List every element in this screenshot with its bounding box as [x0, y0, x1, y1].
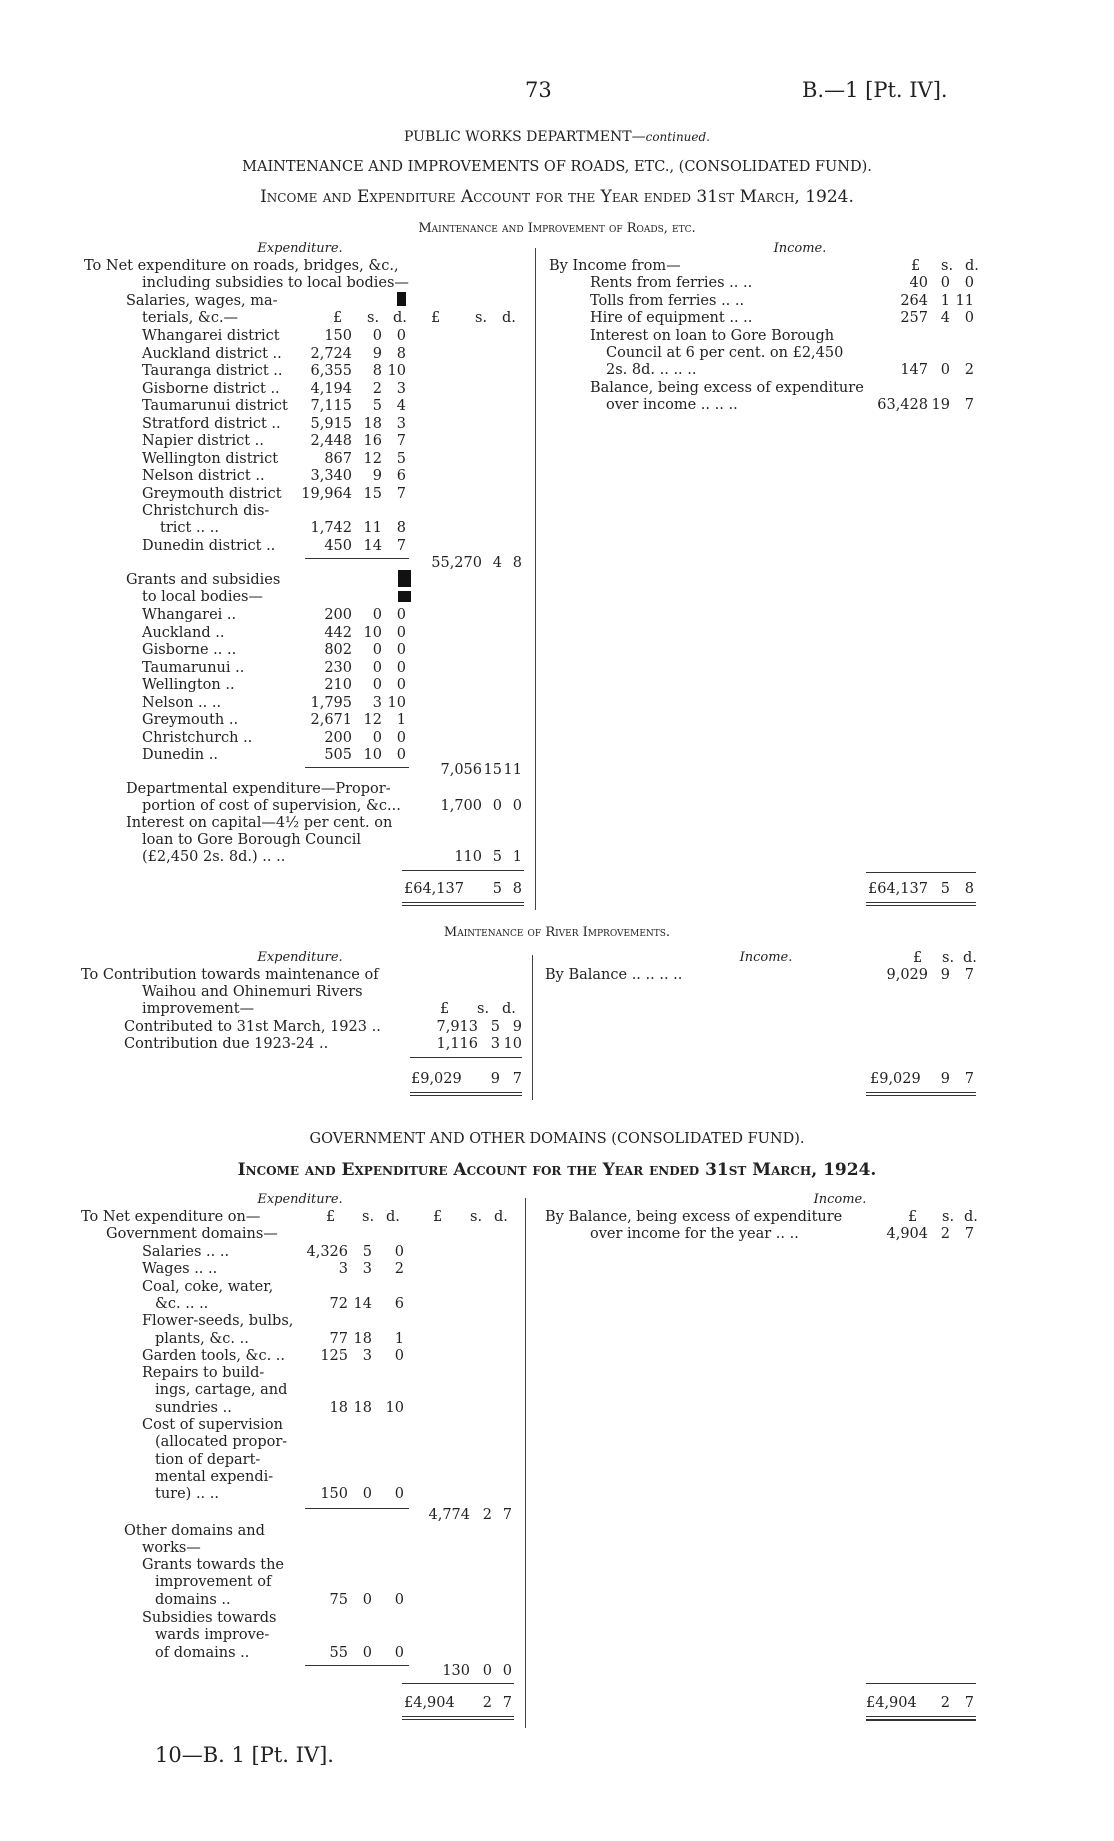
domain-item-shillings: 18	[353, 1399, 372, 1416]
district-pounds: 7,115	[310, 398, 352, 414]
domains-total-double-rule	[402, 1716, 514, 1717]
domain-item-label: Cost of supervision	[142, 1417, 283, 1433]
domain-item-pounds: 72	[329, 1295, 348, 1312]
page-footer: 10—B. 1 [Pt. IV].	[155, 1743, 334, 1767]
domains-col2-shillings: s.	[470, 1209, 483, 1225]
river-income-total-shillings: 9	[940, 1071, 950, 1087]
income-intro: By Income from—	[549, 258, 681, 274]
print-mark	[398, 591, 411, 602]
other-domain-label: wards improve-	[155, 1627, 270, 1644]
domains-total-shillings: 2	[482, 1695, 492, 1711]
river-contributed-shillings: 5	[490, 1019, 500, 1035]
river-balance-shillings: 9	[940, 967, 950, 983]
domain-item-label: Garden tools, &c. ..	[142, 1347, 286, 1364]
roads-income-label: Income.	[773, 241, 827, 256]
domains-divider	[525, 1198, 526, 1728]
christchurch-label: Christchurch dis-	[142, 503, 270, 519]
subtotal-rule	[305, 558, 409, 559]
total-rule	[402, 870, 524, 871]
river-exp-col-pence: d.	[502, 1001, 516, 1017]
other-domain-label: of domains ..	[155, 1644, 250, 1661]
income-item-shillings: 0	[940, 275, 950, 291]
district-shillings: 16	[363, 433, 382, 449]
domain-item-shillings: 18	[353, 1330, 372, 1347]
district-name: Auckland district ..	[142, 345, 282, 362]
subtotal-rule	[305, 767, 409, 768]
income-total-double-rule	[866, 905, 976, 906]
river-contribution-label-cont: Waihou and Ohinemuri Rivers	[142, 984, 363, 1000]
grant-shillings: 0	[372, 729, 382, 746]
print-mark	[397, 292, 406, 306]
river-total-rule	[410, 1057, 522, 1058]
river-balance-pence: 7	[964, 967, 974, 983]
grant-pounds: 200	[324, 607, 352, 623]
domains-subtotal2-shillings: 0	[482, 1663, 492, 1679]
river-total-double-rule	[410, 1092, 522, 1093]
grant-pence: 1	[396, 712, 406, 728]
other-domain-label: domains ..	[155, 1591, 231, 1608]
domains-subtotal1-pounds: 4,774	[428, 1507, 470, 1523]
grants-heading-cont: to local bodies—	[142, 589, 263, 605]
christchurch-pence: 8	[396, 520, 406, 536]
domains-balance-shillings: 2	[940, 1226, 950, 1242]
district-shillings: 12	[363, 450, 382, 467]
domain-item-label: Flower-seeds, bulbs,	[142, 1313, 294, 1330]
grant-shillings: 3	[372, 694, 382, 711]
district-pounds: 5,915	[310, 415, 352, 432]
river-total-double-rule	[410, 1095, 522, 1096]
income-item-pence: 0	[964, 275, 974, 291]
balance-pence: 7	[964, 397, 974, 413]
other-domain-label: Grants towards the	[142, 1557, 284, 1573]
domain-item-label: tion of depart-	[155, 1451, 261, 1468]
domains-income-double-rule	[866, 1719, 976, 1721]
domain-item-label: Salaries .. ..	[142, 1244, 230, 1260]
grants-heading: Grants and subsidies	[126, 572, 281, 588]
domain-item-label: mental expendi-	[155, 1468, 274, 1485]
district-pence: 7	[396, 485, 406, 502]
print-mark	[398, 570, 411, 587]
domains-income-total-pounds: £4,904	[866, 1695, 917, 1711]
account-title: Income and Expenditure Account for the Year ended 31st March, 1924.	[260, 187, 854, 207]
other-domain-pence: 0	[394, 1644, 404, 1661]
district-shillings: 8	[372, 363, 382, 379]
domains-income-col-pence: d.	[964, 1209, 978, 1225]
gore-interest-label: Interest on loan to Gore Borough	[590, 328, 835, 344]
river-total-pounds: £9,029	[411, 1071, 462, 1087]
domain-item-pounds: 77	[329, 1330, 348, 1347]
domains-income-total-pence: 7	[964, 1695, 974, 1711]
district-pounds: 150	[324, 328, 352, 344]
other-domain-label: improvement of	[155, 1574, 272, 1591]
river-heading: Maintenance of River Improvements.	[443, 925, 671, 940]
district-pounds: 4,194	[310, 380, 352, 397]
income-total-rule	[866, 872, 976, 873]
grant-name: Auckland ..	[142, 624, 225, 641]
income-item-pounds: 40	[909, 275, 928, 291]
river-col-shillings: s.	[942, 950, 955, 966]
roads-income-total-pence: 8	[964, 881, 974, 897]
domains-total-pounds: £4,904	[404, 1695, 455, 1711]
domains-total-pence: 7	[502, 1695, 512, 1711]
district-name: Greymouth district	[142, 485, 282, 502]
dunedin-district-pence: 7	[396, 538, 406, 554]
col2-pounds: £	[431, 310, 441, 326]
river-income-double-rule	[866, 1092, 976, 1093]
domains-income-col-pounds: £	[908, 1209, 918, 1225]
river-contributed-pence: 9	[512, 1019, 522, 1035]
domain-item-shillings: 14	[353, 1295, 372, 1312]
roads-intro: To Net expenditure on roads, bridges, &c.,	[84, 258, 399, 274]
grant-pounds: 802	[324, 642, 352, 658]
river-exp-col-shillings: s.	[477, 1001, 490, 1017]
district-name: Nelson district ..	[142, 468, 265, 484]
salaries-heading-cont: terials, &c.—	[142, 310, 239, 326]
grant-name: Christchurch ..	[142, 729, 253, 746]
river-col-pounds: £	[913, 950, 923, 966]
grant-shillings: 12	[363, 712, 382, 728]
domain-item-label: ture) .. ..	[155, 1486, 219, 1503]
domain-item-label: Coal, coke, water,	[142, 1278, 274, 1295]
domain-item-label: &c. .. ..	[155, 1295, 209, 1312]
domain-item-pounds: 18	[329, 1399, 348, 1416]
dunedin-district-pounds: 450	[324, 538, 352, 554]
domains-expenditure-label: Expenditure.	[257, 1192, 343, 1207]
income-col-shillings: s.	[941, 258, 954, 274]
grant-name: Greymouth ..	[142, 712, 239, 728]
district-name: Wellington district	[142, 450, 279, 467]
roads-total-pounds: £64,137	[404, 881, 464, 897]
domain-item-pence: 6	[394, 1295, 404, 1312]
district-pounds: 867	[324, 450, 352, 467]
grant-pence: 0	[396, 659, 406, 676]
other-domain-shillings: 0	[362, 1591, 372, 1608]
domain-item-pence: 0	[394, 1347, 404, 1364]
interest-label-cont: loan to Gore Borough Council	[142, 832, 362, 848]
district-pence: 6	[396, 468, 406, 484]
grant-pence: 0	[396, 677, 406, 693]
fund-title: MAINTENANCE AND IMPROVEMENTS OF ROADS, ETC., (CONSOLIDATED FUND).	[242, 159, 872, 175]
district-pounds: 2,448	[310, 433, 352, 449]
interest-label-cont2: (£2,450 2s. 8d.) .. ..	[142, 849, 286, 865]
river-income-double-rule	[866, 1095, 976, 1096]
balance-label-cont: over income .. .. ..	[606, 397, 738, 413]
other-domain-label: Subsidies towards	[142, 1610, 277, 1626]
river-total-shillings: 9	[490, 1071, 500, 1087]
domains-title: GOVERNMENT AND OTHER DOMAINS (CONSOLIDATED FUND).	[309, 1131, 805, 1147]
departmental-pence: 0	[512, 798, 522, 814]
gore-interest-label-cont2: 2s. 8d. .. .. ..	[606, 362, 697, 378]
income-col-pounds: £	[911, 258, 921, 274]
grant-name: Taumarunui ..	[142, 659, 245, 676]
domains-col-shillings: s.	[362, 1209, 375, 1225]
river-exp-col-pounds: £	[440, 1001, 450, 1017]
domains-total-double-rule	[402, 1719, 514, 1720]
domain-item-label: sundries ..	[155, 1399, 232, 1416]
domains-income-total-shillings: 2	[940, 1695, 950, 1711]
domains-subtotal-rule	[305, 1508, 409, 1509]
gore-interest-pence: 2	[964, 362, 974, 378]
river-income-total-pounds: £9,029	[870, 1071, 921, 1087]
grant-pence: 10	[387, 694, 406, 711]
domains-intro: To Net expenditure on—	[81, 1209, 261, 1225]
departmental-label: Departmental expenditure—Propor-	[126, 781, 391, 797]
income-item-pence: 11	[955, 292, 974, 309]
domain-item-pounds: 125	[320, 1347, 348, 1364]
domain-item-label: plants, &c. ..	[155, 1330, 249, 1347]
district-name: Stratford district ..	[142, 415, 281, 432]
interest-label: Interest on capital—4½ per cent. on	[126, 815, 393, 831]
income-col-pence: d.	[965, 258, 979, 274]
income-item-name: Rents from ferries .. ..	[590, 275, 753, 291]
page-reference: B.—1 [Pt. IV].	[802, 78, 948, 102]
river-row-contributed: Contributed to 31st March, 1923 ..	[124, 1019, 381, 1035]
grant-name: Wellington ..	[142, 677, 235, 693]
river-total-pence: 7	[512, 1071, 522, 1087]
other-domain-pence: 0	[394, 1591, 404, 1608]
grant-pounds: 442	[324, 624, 352, 641]
grant-pence: 0	[396, 642, 406, 658]
district-shillings: 9	[372, 345, 382, 362]
grant-name: Nelson .. ..	[142, 694, 222, 711]
district-pence: 3	[396, 415, 406, 432]
district-pounds: 6,355	[310, 363, 352, 379]
district-shillings: 0	[372, 328, 382, 344]
domains-income-double-rule	[866, 1716, 976, 1717]
roads-intro-cont: including subsidies to local bodies—	[142, 275, 409, 291]
balance-label: Balance, being excess of expenditure	[590, 380, 864, 396]
river-contributed-pounds: 7,913	[436, 1019, 478, 1035]
departmental-pounds: 1,700	[440, 798, 482, 814]
district-pence: 4	[396, 398, 406, 414]
domains-col-pence: d.	[386, 1209, 400, 1225]
district-name: Napier district ..	[142, 433, 264, 449]
domains-col-pounds: £	[326, 1209, 336, 1225]
dunedin-district-label: Dunedin district ..	[142, 538, 276, 554]
salaries-subtotal-pence: 8	[512, 555, 522, 571]
district-pence: 10	[387, 363, 406, 379]
department-title: PUBLIC WORKS DEPARTMENT—continued.	[403, 129, 710, 145]
income-item-pounds: 264	[900, 292, 928, 309]
district-shillings: 9	[372, 468, 382, 484]
total-double-rule	[402, 905, 524, 906]
domain-item-pence: 0	[394, 1486, 404, 1503]
domain-item-shillings: 3	[362, 1261, 372, 1278]
income-item-pounds: 257	[900, 310, 928, 326]
grant-shillings: 0	[372, 677, 382, 693]
domains-balance-pence: 7	[964, 1226, 974, 1242]
district-pounds: 2,724	[310, 345, 352, 362]
river-income-label: Income.	[739, 950, 793, 965]
grant-name: Gisborne .. ..	[142, 642, 237, 658]
domain-item-pounds: 150	[320, 1486, 348, 1503]
salaries-heading: Salaries, wages, ma-	[126, 293, 278, 309]
district-pence: 5	[396, 450, 406, 467]
balance-pounds: 63,428	[877, 397, 928, 413]
grant-shillings: 0	[372, 607, 382, 623]
roads-total-pence: 8	[512, 881, 522, 897]
domain-item-pounds: 4,326	[306, 1244, 348, 1260]
gore-interest-pounds: 147	[900, 362, 928, 378]
col-pounds: £	[333, 310, 343, 326]
grant-shillings: 10	[363, 747, 382, 763]
other-domain-pounds: 55	[329, 1644, 348, 1661]
gore-interest-label-cont: Council at 6 per cent. on £2,450	[606, 345, 844, 361]
departmental-shillings: 0	[492, 798, 502, 814]
col2-pence: d.	[502, 310, 516, 326]
grant-pence: 0	[396, 624, 406, 641]
river-contribution-label: To Contribution towards maintenance of	[81, 967, 379, 983]
domains-income-col-shillings: s.	[942, 1209, 955, 1225]
balance-shillings: 19	[931, 397, 950, 413]
river-expenditure-label: Expenditure.	[257, 950, 343, 965]
domain-item-label: ings, cartage, and	[155, 1382, 288, 1399]
domains-subtotal2-pence: 0	[502, 1663, 512, 1679]
domains-subtotal-rule	[305, 1665, 409, 1666]
other-domains-heading: Other domains and	[124, 1523, 265, 1539]
roads-income-total-pounds: £64,137	[868, 881, 928, 897]
grants-subtotal-shillings: 15	[483, 762, 502, 778]
grant-name: Dunedin ..	[142, 747, 218, 763]
domain-item-shillings: 0	[362, 1486, 372, 1503]
river-row-due: Contribution due 1923-24 ..	[124, 1036, 329, 1052]
grant-pounds: 230	[324, 659, 352, 676]
dunedin-district-shillings: 14	[363, 538, 382, 554]
domain-item-label: Wages .. ..	[142, 1261, 218, 1278]
district-shillings: 15	[363, 485, 382, 502]
grant-name: Whangarei ..	[142, 607, 237, 623]
grant-pounds: 1,795	[310, 694, 352, 711]
domains-col2-pence: d.	[494, 1209, 508, 1225]
river-col-pence: d.	[963, 950, 977, 966]
domain-item-label: Repairs to build-	[142, 1365, 265, 1382]
salaries-subtotal-shillings: 4	[492, 555, 502, 571]
river-divider	[532, 955, 533, 1100]
roads-income-total-shillings: 5	[940, 881, 950, 897]
roads-heading: Maintenance and Improvement of Roads, etc.	[418, 221, 696, 236]
domain-item-pence: 0	[394, 1244, 404, 1260]
domains-col2-pounds: £	[433, 1209, 443, 1225]
grant-pounds: 200	[324, 729, 352, 746]
domains-balance-pounds: 4,904	[886, 1226, 928, 1242]
income-item-name: Tolls from ferries .. ..	[590, 292, 745, 309]
grant-pence: 0	[396, 607, 406, 623]
river-due-shillings: 3	[490, 1036, 500, 1052]
christchurch-label-cont: trict .. ..	[160, 520, 219, 536]
domains-total-rule	[402, 1683, 514, 1684]
river-due-pounds: 1,116	[436, 1036, 478, 1052]
interest-shillings: 5	[492, 849, 502, 865]
domain-item-pence: 1	[394, 1330, 404, 1347]
interest-pounds: 110	[454, 849, 482, 865]
river-balance-pounds: 9,029	[886, 967, 928, 983]
domains-income-label: Income.	[813, 1192, 867, 1207]
roads-divider	[535, 248, 536, 910]
income-item-shillings: 4	[940, 310, 950, 326]
district-pence: 8	[396, 345, 406, 362]
domains-subtotal2-pounds: 130	[442, 1663, 470, 1679]
roads-total-shillings: 5	[492, 881, 502, 897]
district-shillings: 2	[372, 380, 382, 397]
domains-income-label-2: over income for the year .. ..	[590, 1226, 799, 1242]
col-shillings: s.	[367, 310, 380, 326]
income-item-pence: 0	[964, 310, 974, 326]
grant-shillings: 0	[372, 659, 382, 676]
income-item-shillings: 1	[940, 292, 950, 309]
river-balance-label: By Balance .. .. .. ..	[545, 967, 683, 983]
district-pounds: 19,964	[301, 485, 352, 502]
domain-item-pounds: 3	[338, 1261, 348, 1278]
grant-pounds: 505	[324, 747, 352, 763]
grant-shillings: 10	[363, 624, 382, 641]
government-domains-heading: Government domains—	[106, 1226, 278, 1242]
district-name: Whangarei district	[142, 328, 280, 344]
district-pence: 7	[396, 433, 406, 449]
grant-pounds: 2,671	[310, 712, 352, 728]
col2-shillings: s.	[475, 310, 488, 326]
domain-item-shillings: 5	[362, 1244, 372, 1260]
district-name: Tauranga district ..	[142, 363, 283, 379]
domain-item-pence: 10	[385, 1399, 404, 1416]
district-name: Taumarunui district	[142, 398, 288, 414]
gore-interest-shillings: 0	[940, 362, 950, 378]
district-pence: 0	[396, 328, 406, 344]
christchurch-pounds: 1,742	[310, 520, 352, 536]
salaries-subtotal-pounds: 55,270	[431, 555, 482, 571]
district-shillings: 5	[372, 398, 382, 414]
domains-subtotal1-shillings: 2	[482, 1507, 492, 1523]
interest-pence: 1	[512, 849, 522, 865]
grant-shillings: 0	[372, 642, 382, 658]
grant-pence: 0	[396, 747, 406, 763]
district-pence: 3	[396, 380, 406, 397]
other-domain-shillings: 0	[362, 1644, 372, 1661]
departmental-label-cont: portion of cost of supervision, &c...	[142, 798, 401, 814]
district-shillings: 18	[363, 415, 382, 432]
grants-subtotal-pounds: 7,056	[440, 762, 482, 778]
col-pence: d.	[393, 310, 407, 326]
domains-account-title: Income and Expenditure Account for the Year ended 31st March, 1924.	[237, 1160, 877, 1180]
income-item-name: Hire of equipment .. ..	[590, 310, 753, 326]
roads-expenditure-label: Expenditure.	[257, 241, 343, 256]
domain-item-label: (allocated propor-	[155, 1434, 288, 1451]
district-pounds: 3,340	[310, 468, 352, 484]
other-domains-heading-cont: works—	[142, 1540, 201, 1556]
domains-income-label-1: By Balance, being excess of expenditure	[545, 1209, 843, 1225]
grant-pounds: 210	[324, 677, 352, 693]
domains-income-total-rule	[866, 1683, 976, 1684]
grant-pence: 0	[396, 729, 406, 746]
domain-item-pence: 2	[394, 1261, 404, 1278]
river-due-pence: 10	[503, 1036, 522, 1052]
total-double-rule	[402, 902, 524, 903]
district-name: Gisborne district ..	[142, 380, 280, 397]
page-number: 73	[525, 78, 552, 102]
income-total-double-rule	[866, 902, 976, 903]
domains-subtotal1-pence: 7	[502, 1507, 512, 1523]
other-domain-pounds: 75	[329, 1591, 348, 1608]
grants-subtotal-pence: 11	[503, 762, 522, 778]
river-income-total-pence: 7	[964, 1071, 974, 1087]
domain-item-shillings: 3	[362, 1347, 372, 1364]
river-contribution-label-cont2: improvement—	[142, 1001, 255, 1017]
christchurch-shillings: 11	[363, 520, 382, 536]
